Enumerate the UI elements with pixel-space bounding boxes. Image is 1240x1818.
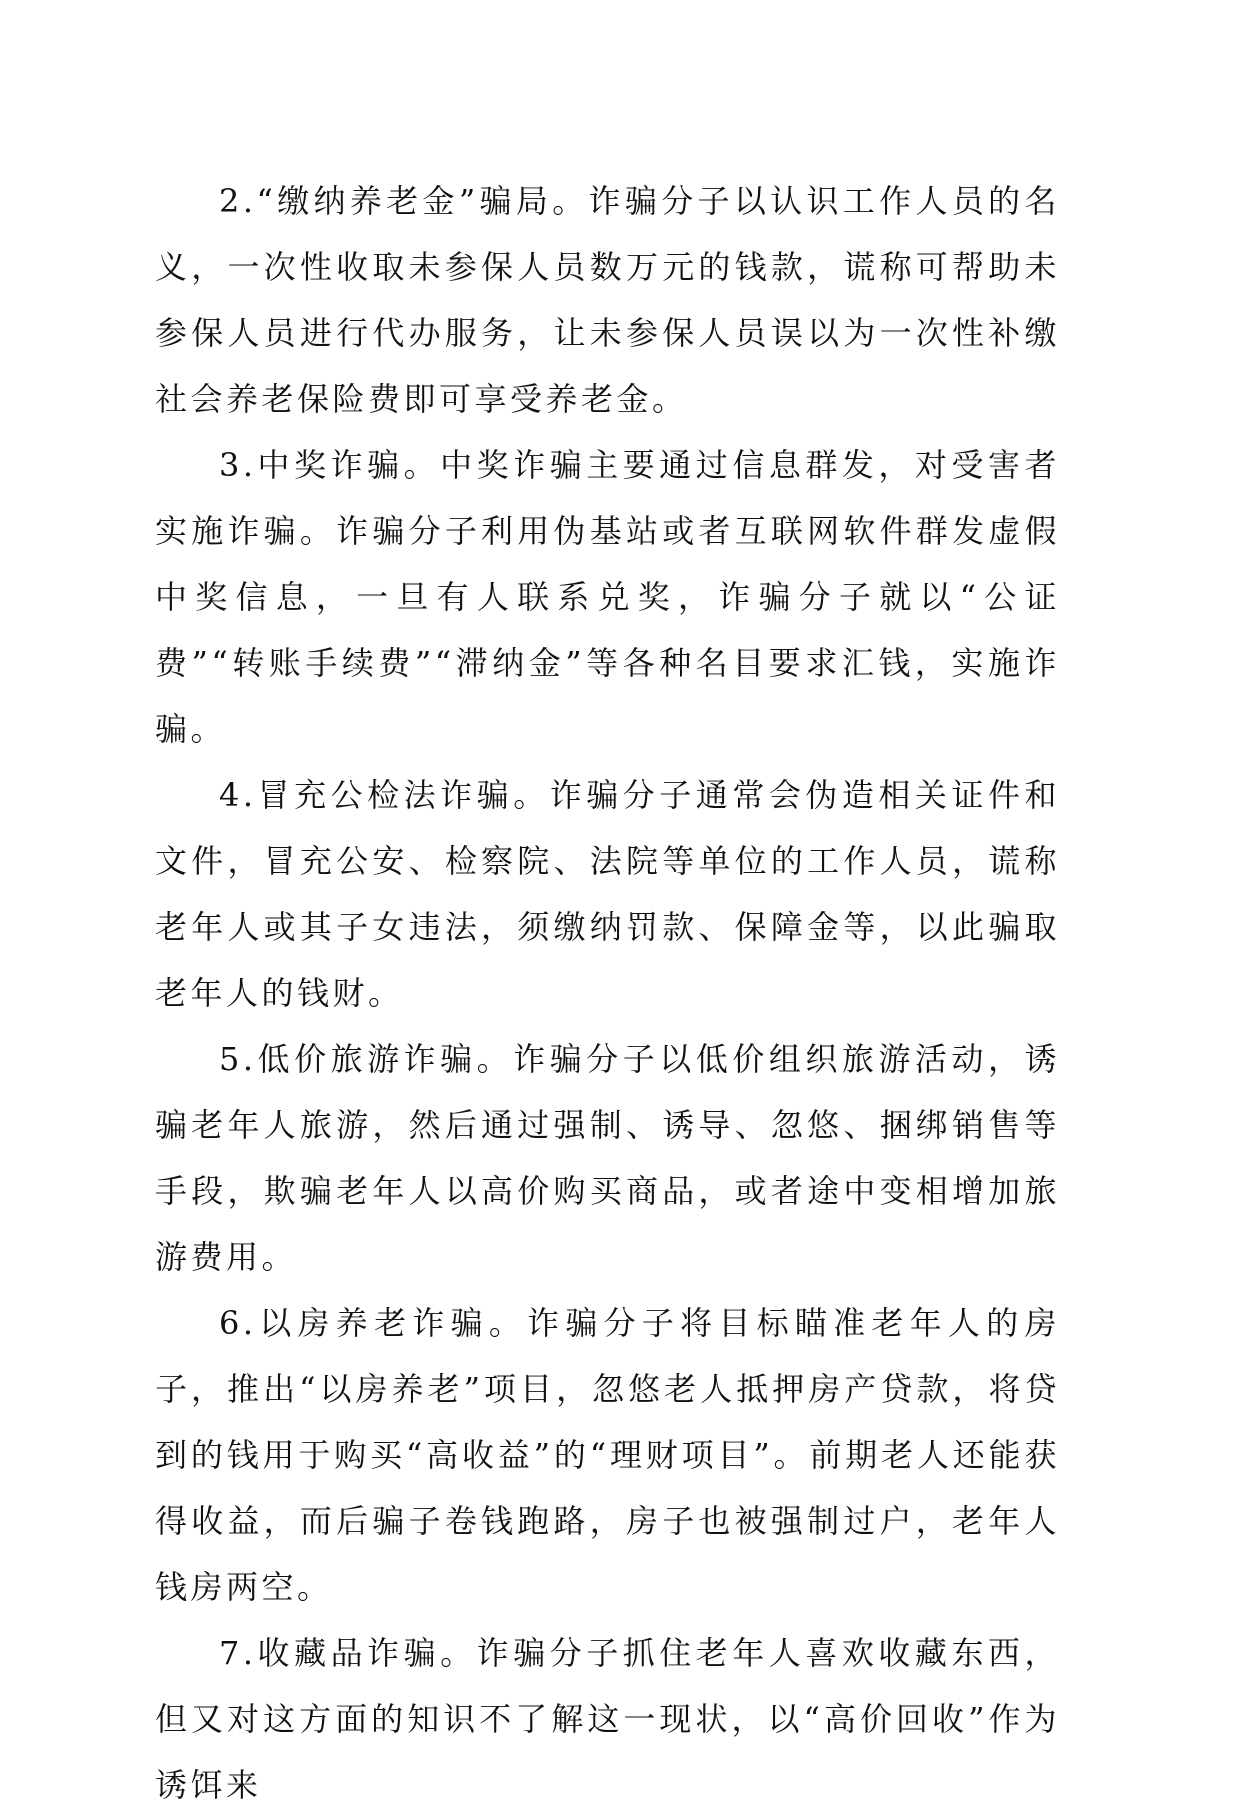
paragraph-house-pension-scam: 6.以房养老诈骗。诈骗分子将目标瞄准老年人的房子，推出“以房养老”项目，忽悠老人抵押房产贷款，将贷到的钱用于购买“高收益”的“理财项目”。前期老人还能获得收益，而后骗子卷钱跑路，房子也被强制过户，老年人钱房两空。 — [155, 1304, 1060, 1606]
paragraph-collectibles-scam: 7.收藏品诈骗。诈骗分子抓住老年人喜欢收藏东西，但又对这方面的知识不了解这一现状，以“高价回收”作为诱饵来 — [155, 1634, 1060, 1804]
paragraph-prize-scam: 3.中奖诈骗。中奖诈骗主要通过信息群发，对受害者实施诈骗。诈骗分子利用伪基站或者互联网软件群发虚假中奖信息，一旦有人联系兑奖，诈骗分子就以“公证费”“转账手续费”“滞纳金”等各种名目要求汇钱，实施诈骗。 — [155, 446, 1060, 748]
paragraph-cheap-tour-scam: 5.低价旅游诈骗。诈骗分子以低价组织旅游活动，诱骗老年人旅游，然后通过强制、诱导、忽悠、捆绑销售等手段，欺骗老年人以高价购买商品，或者途中变相增加旅游费用。 — [155, 1040, 1060, 1276]
paragraph-fake-police-scam: 4.冒充公检法诈骗。诈骗分子通常会伪造相关证件和文件，冒充公安、检察院、法院等单位的工作人员，谎称老年人或其子女违法，须缴纳罚款、保障金等，以此骗取老年人的钱财。 — [155, 776, 1060, 1012]
document-body — [155, 168, 1060, 1818]
paragraph-pension-scam: 2.“缴纳养老金”骗局。诈骗分子以认识工作人员的名义，一次性收取未参保人员数万元的钱款，谎称可帮助未参保人员进行代办服务，让未参保人员误以为一次性补缴社会养老保险费即可享受养老金。 — [155, 182, 1060, 418]
